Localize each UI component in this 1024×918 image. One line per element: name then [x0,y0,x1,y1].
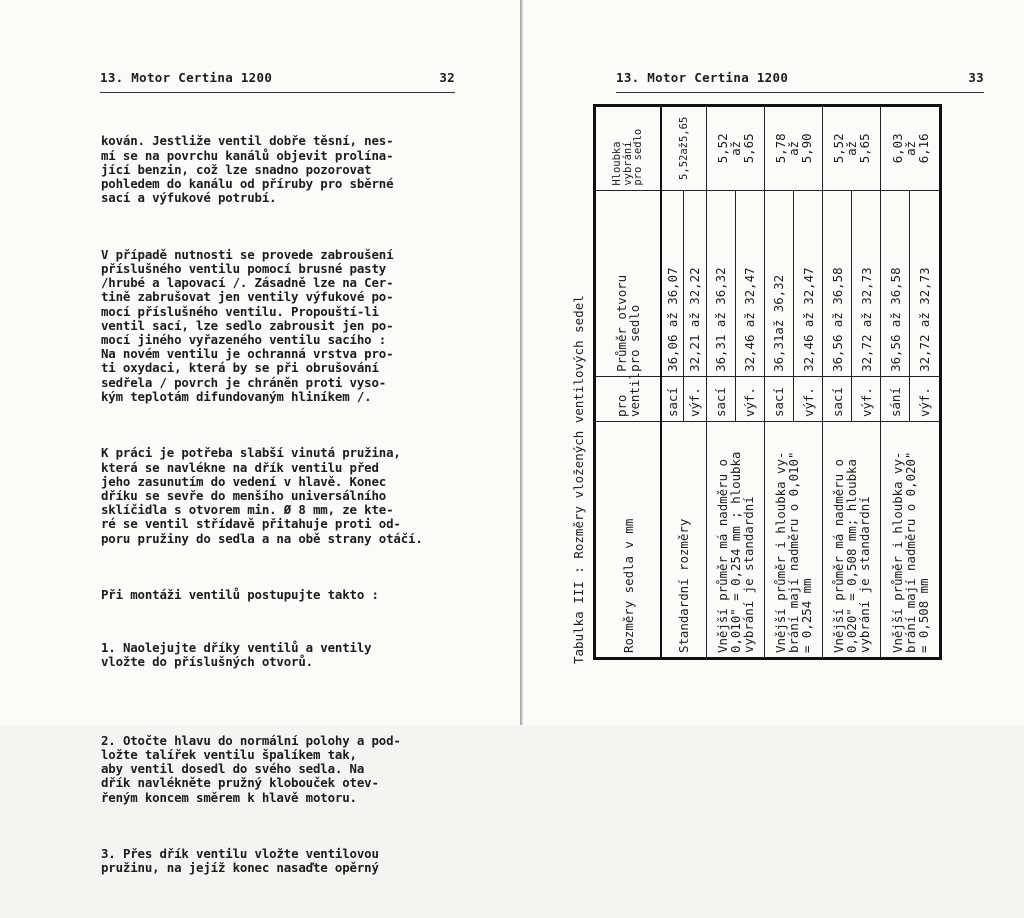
list-item [101,734,496,805]
page-header [616,70,984,93]
paragraph: V případě nutnosti se provede zabroušení příslušného ventilu pomocí brusné pasty /hrubé a lapovací /. Zásadně lze na Cer- tině zabrušovat jen ventily výfukové po- mocí příslušného ventilu. Propouští-li ventil sací, lze sedlo zabrousit jen po- mocí jiného vyřazeného ventilu sacího : Na novém ventilu je ochranná vrstva pro- ti oxydaci, která by se při obrušování sedřela / povrch je chráněn proti vyso- kým teplotám difundovaným hliníkem /. [101,246,394,404]
dimension-label: Vnější průměr má nadměru o 0,020" = 0,508 mm; hloubka vybrání je standardní [823,422,881,659]
valve-type: sací [823,376,852,421]
bore-diameter: 36,31až 36,32 [764,190,793,376]
bore-diameter: 32,46 až 32,47 [793,190,822,376]
recess-depth: 5,52 až 5,65 [706,106,764,191]
left-page [0,0,521,876]
table-caption: Tabulka III : Rozměry vložených ventilových sedel [571,295,586,664]
recess-depth: 5,78 až 5,90 [764,106,822,191]
recess-depth: 5,52 až 5,65 [823,106,881,191]
rotated-table [571,104,943,664]
header-title: 13. Motor Certina 1200 [100,70,273,85]
bore-diameter: 32,72 až 32,73 [910,190,941,376]
dimension-label: Vnější průměr i hloubka vy- brání mají nadměru o 0,010" = 0,254 mm [764,422,822,659]
dimension-label: Vnější průměr i hloubka vy- brání mají nadměru o 0,020" = 0,508 mm [881,422,941,659]
header-title: 13. Motor Certina 1200 [616,70,789,85]
dimension-label: Standardní rozměry [661,422,706,659]
page-number: 32 [439,70,455,85]
valve-type: sací [764,376,793,421]
paragraph: K práci je potřeba slabší vinutá pružina, která se navlékne na dřík ventilu před jeho zasunutím do vedení v hlavě. Konec dříku se sevře do menšího universálního sklíčidla s otvorem min. Ø 8 mm, ze kte- ré se ventil střídavě přitahuje proti od- poru pružiny do sedla a na obě strany otáčí. [101,445,423,546]
list-item [101,847,496,875]
table-header-row [595,106,662,659]
valve-type: výf. [684,376,706,421]
body-text [101,106,496,918]
valve-type: sací [706,376,735,421]
page-header [100,70,455,93]
list-number: 2. [101,732,116,748]
bore-diameter: 32,72 až 32,73 [852,190,881,376]
header-valve: pro ventil [595,376,662,421]
bore-diameter: 36,06 až 36,07 [661,190,684,376]
valve-type: výf. [852,376,881,421]
table-row [881,106,910,659]
paragraph: kován. Jestliže ventil dobře těsní, nes- mí se na povrchu kanálů objevit prolína- jící benzin, což lze snadno pozorovat pohledem do kanálu od příruby pro sběrné sací a výfukové potrubí. [101,133,394,206]
list-text: Přes dřík ventilu vložte ventilovou pružinu, na jejíž konec nasaďte opěrný [101,846,379,876]
list-text: Otočte hlavu do normální polohy a pod- ložte talířek ventilu špalíkem tak, aby ventil dosedl do svého sedla. Na dřík navlékněte pružný klobouček otev- řeným koncem směrem k hlavě motoru. [101,732,401,805]
bore-diameter: 36,56 až 36,58 [823,190,852,376]
header-dimensions: Rozměry sedla v mm [595,422,662,659]
valve-type: výf. [910,376,941,421]
valve-type: sací [661,376,684,421]
valve-type: výf. [793,376,822,421]
table-row [764,106,793,659]
valve-type: výf. [735,376,764,421]
valve-type: sání [881,376,910,421]
bore-diameter: 32,21 až 32,22 [684,190,706,376]
recess-depth: 5,52až5,65 [661,106,706,191]
header-diameter: Průměr otvoru pro sedlo [595,190,662,376]
list-number: 1. [101,639,116,655]
bore-diameter: 36,56 až 36,58 [881,190,910,376]
dimension-label: Vnější průměr má nadměru o 0,010" = 0,254 mm ; hloubka vybrání je standardní [706,422,764,659]
header-depth: Hloubka vybrání pro sedlo [595,106,662,191]
paragraph: Při montáži ventilů postupujte takto : [101,587,379,603]
bore-diameter: 36,31 až 36,32 [706,190,735,376]
list-text: Naolejujte dříky ventilů a ventily vložte do příslušných otvorů. [101,639,372,670]
table-row [661,106,684,659]
page-number: 33 [968,70,984,85]
bore-diameter: 32,46 až 32,47 [735,190,764,376]
list-number: 3. [101,846,116,862]
table-row [706,106,735,659]
list-item [101,641,496,669]
table-row [823,106,852,659]
recess-depth: 6,03 až 6,16 [881,106,941,191]
valve-seat-table [593,104,942,660]
